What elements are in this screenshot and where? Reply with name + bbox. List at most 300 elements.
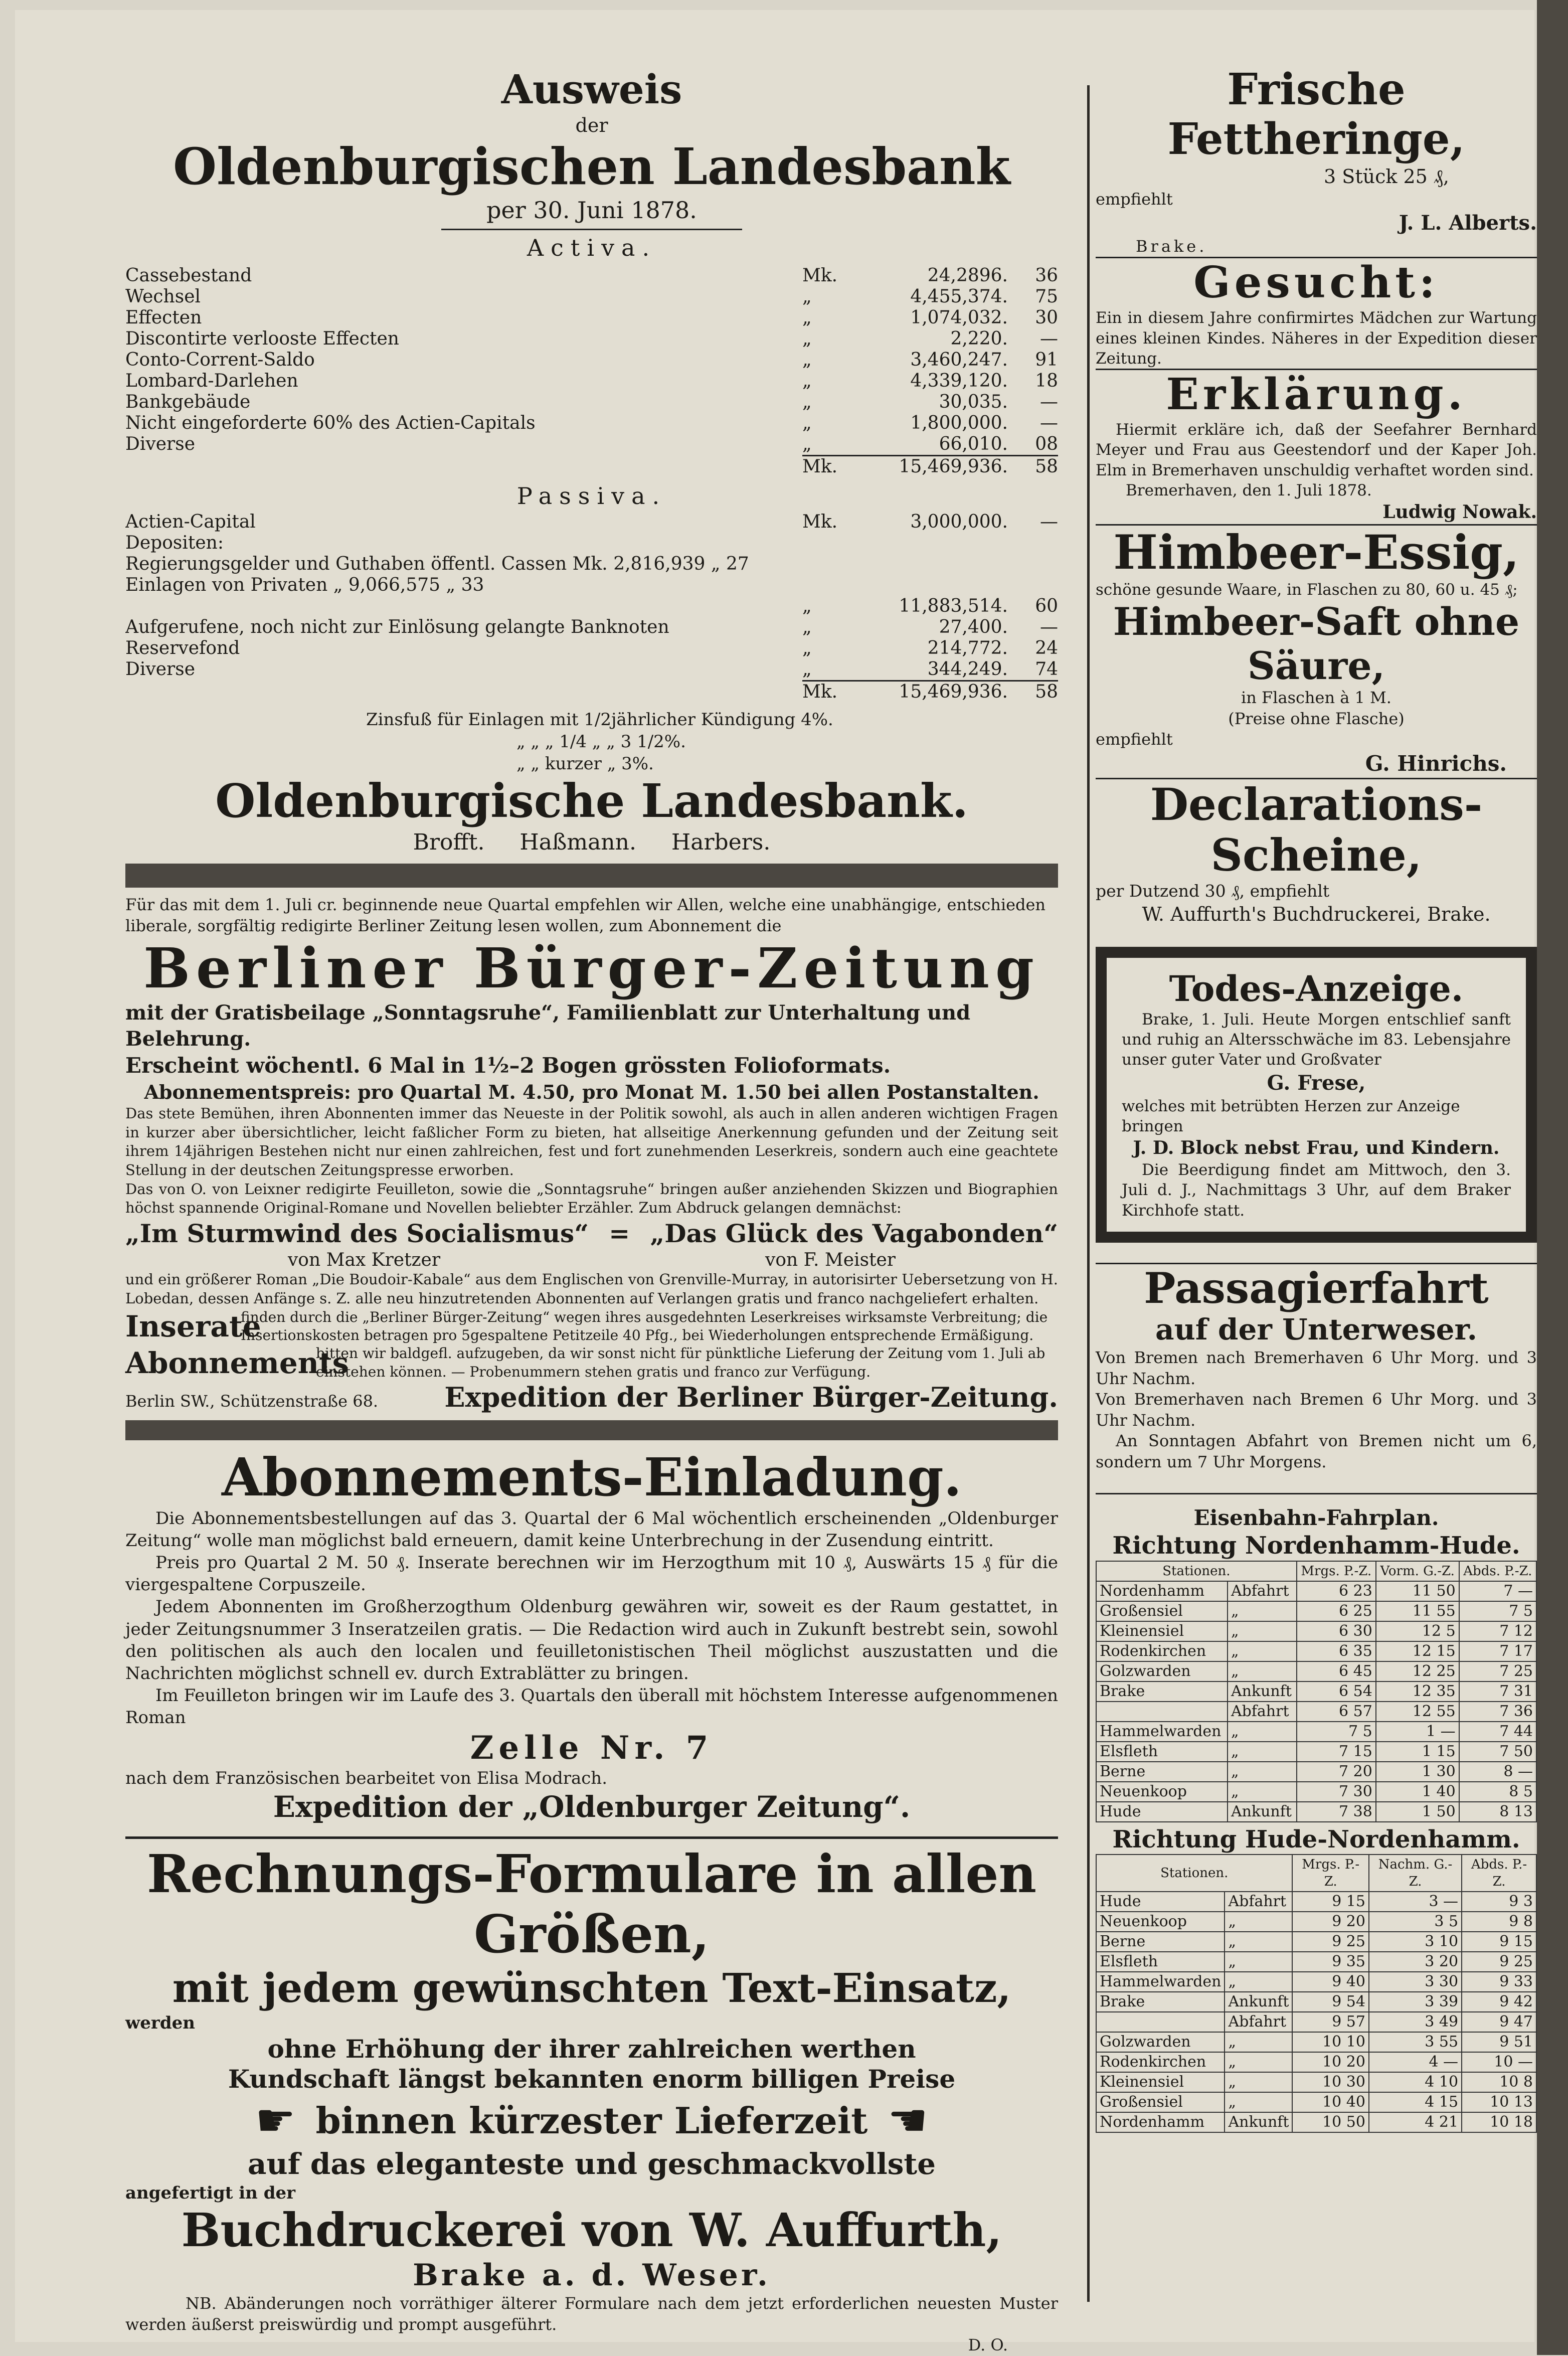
- rechnung-ad: [125, 1844, 1058, 2356]
- ledger-pf: —: [1040, 616, 1058, 637]
- todes-text3: Die Beerdigung findet am Mittwoch, den 3. Juli d. J., Nachmittags 3 Uhr, auf dem Braker Kirchhofe statt.: [1122, 1161, 1511, 1220]
- timetable-cell: 3 55: [1369, 2032, 1462, 2052]
- ledger-cur: „: [802, 637, 812, 658]
- timetable-cell: 8 5: [1459, 1782, 1536, 1802]
- ledger-cur: „: [802, 412, 812, 433]
- pass-title: Passagierfahrt: [1144, 1263, 1489, 1313]
- ledger-pf: 30: [1035, 307, 1058, 328]
- interest-line-3: „ „ kurzer „ 3%.: [516, 754, 654, 774]
- activa-total: Mk. 15,469,936. 58: [802, 455, 1058, 477]
- timetable-cell: 8 —: [1459, 1762, 1536, 1782]
- ledger-pf: 24: [1035, 637, 1058, 658]
- timetable-cell: 6 45: [1297, 1661, 1376, 1681]
- timetable-cell: Abfahrt: [1228, 1702, 1297, 1722]
- inserate-label: Inserate: [125, 1309, 261, 1343]
- inserate-text: finden durch die „Berliner Bürger-Zeitung“ wegen ihres ausgedehnten Leserkreises wirksamste Verbreitung; die Insertionskosten betragen pro 5gespaltene Petitzeile 40 Pfg., bei Wiederholungen entsprechende Ermäßigung.: [241, 1308, 1048, 1343]
- ledger-row: [125, 286, 1058, 307]
- timetable-row: [1096, 1802, 1536, 1822]
- pointing-hand-right-icon: ☛: [255, 2094, 296, 2147]
- erkl-name: Ludwig Nowak.: [1382, 501, 1537, 523]
- th-col2: Vorm. G.-Z.: [1376, 1561, 1459, 1581]
- rechnung-do: D. O.: [968, 2335, 1008, 2355]
- rechnung-werden: werden: [125, 2013, 195, 2034]
- timetable-row: [1096, 1742, 1536, 1762]
- timetable-cell: 3 49: [1369, 2012, 1462, 2032]
- timetable-row: [1096, 1992, 1536, 2012]
- ledger-row: [125, 392, 1058, 413]
- pointing-hand-left-icon: ☛: [888, 2094, 929, 2147]
- pass-l3: An Sonntagen Abfahrt von Bremen nicht um 6, sondern um 7 Uhr Morgens.: [1096, 1431, 1537, 1472]
- ledger-label: Diverse: [125, 433, 196, 454]
- timetable-row: [1096, 2052, 1536, 2072]
- ledger-row: [125, 596, 1058, 617]
- timetable-cell: 10 30: [1292, 2072, 1369, 2092]
- timetable-cell: 7 50: [1459, 1742, 1536, 1762]
- berliner-title: Berliner Bürger-Zeitung: [143, 935, 1040, 1000]
- fett-price: 3 Stück 25 ₰,: [1324, 165, 1449, 188]
- ledger-cur: „: [802, 616, 812, 637]
- timetable-cell: 3 30: [1369, 1972, 1462, 1992]
- timetable-cell: 9 8: [1462, 1912, 1536, 1932]
- timetable-cell: 6 23: [1297, 1581, 1376, 1601]
- ledger-label: Discontirte verlooste Effecten: [125, 328, 399, 349]
- ledger-pf: —: [1040, 511, 1058, 532]
- ledger-cur: [802, 533, 857, 554]
- timetable-2: [1096, 1854, 1537, 2133]
- berliner-intro: Für das mit dem 1. Juli cr. beginnende neue Quartal empfehlen wir Allen, welche eine unabhängige, entschieden liberale, sorgfältig redigirte Berliner Zeitung lesen wollen, zum Abonnement die: [125, 895, 1046, 935]
- divider-band-2: [125, 1420, 1058, 1440]
- timetable-cell: Abfahrt: [1228, 1581, 1297, 1601]
- timetable-cell: Ankunft: [1228, 1681, 1297, 1702]
- timetable-row: [1096, 1722, 1536, 1742]
- bank-signature: Oldenburgische Landesbank.: [215, 774, 968, 828]
- ledger-row: [125, 617, 1058, 638]
- decl-firm: W. Auffurth's Buchdruckerei, Brake.: [1142, 903, 1491, 925]
- timetable-cell: Ankunft: [1225, 1992, 1292, 2012]
- bank-title3: Oldenburgischen Landesbank: [173, 137, 1010, 197]
- berliner-body3: und ein größerer Roman „Die Boudoir-Kabale“ aus dem Englischen von Grenville-Murray, in autorisirter Uebersetzung von H. Lobedan, dessen Anfänge s. Z. alle neu hinzutretenden Abonnenten auf Verlangen gratis und franco nachgeliefert erhalten.: [125, 1271, 1058, 1307]
- ledger-cur: „: [802, 433, 812, 454]
- himb-fl: in Flaschen à 1 M.: [1241, 688, 1391, 708]
- novel-2: „Das Glück des Vagabonden“: [650, 1219, 1058, 1249]
- ledger-pf: 74: [1035, 658, 1058, 680]
- timetable-cell: 10 8: [1462, 2072, 1536, 2092]
- timetable-cell: Berne: [1096, 1762, 1228, 1782]
- timetable-cell: Brake: [1096, 1681, 1228, 1702]
- rechnung-title1: Rechnungs-Formulare in allen Größen,: [146, 1843, 1037, 1965]
- th-stationen: Stationen.: [1096, 1561, 1297, 1581]
- timetable-cell: 7 44: [1459, 1722, 1536, 1742]
- timetable-cell: Großensiel: [1096, 2092, 1225, 2112]
- th-stationen: Stationen.: [1096, 1855, 1292, 1892]
- ledger-pf: [1008, 575, 1058, 596]
- ledger-val: 1,800,000.: [910, 412, 1008, 433]
- pass-l1: Von Bremen nach Bremerhaven 6 Uhr Morg. und 3 Uhr Nachm.: [1096, 1348, 1537, 1388]
- ledger-label: Aufgerufene, noch nicht zur Einlösung gelangte Banknoten: [125, 616, 669, 637]
- ledger-cur: Mk.: [802, 265, 838, 286]
- ledger-val: 214,772.: [927, 637, 1008, 658]
- timetable-cell: 12 25: [1376, 1661, 1459, 1681]
- timetable-cell: 3 10: [1369, 1932, 1462, 1952]
- timetable-row: [1096, 2112, 1536, 2132]
- timetable-cell: 12 35: [1376, 1681, 1459, 1702]
- fett-name: J. L. Alberts.: [1399, 211, 1537, 235]
- ledger-cur: „: [802, 307, 812, 328]
- ledger-row: [125, 413, 1058, 434]
- timetable-cell: 10 10: [1292, 2032, 1369, 2052]
- abo-p1: Die Abonnementsbestellungen auf das 3. Quartal der 6 Mal wöchentlich erscheinenden „Oldenburger Zeitung“ wolle man möglichst bald erneuern, damit keine Unterbrechung in der Zusendung eintritt.: [125, 1508, 1058, 1551]
- timetable-cell: 7 31: [1459, 1681, 1536, 1702]
- ledger-cur: [802, 554, 857, 575]
- timetable-cell: 9 51: [1462, 2032, 1536, 2052]
- ledger-pf: 18: [1035, 370, 1058, 391]
- timetable-cell: 1 30: [1376, 1762, 1459, 1782]
- passiva-heading: Passiva.: [516, 482, 667, 510]
- activa-table: [125, 265, 1058, 455]
- timetable-cell: Rodenkirchen: [1096, 2052, 1225, 2072]
- timetable-cell: Golzwarden: [1096, 2032, 1225, 2052]
- berliner-ad: [125, 895, 1058, 1413]
- timetable-cell: 3 20: [1369, 1952, 1462, 1972]
- passagierfahrt-ad: [1096, 1264, 1537, 1473]
- passiva-table: [125, 512, 1058, 680]
- ledger-val: 1,074,032.: [910, 307, 1008, 328]
- timetable-cell: „: [1225, 1952, 1292, 1972]
- abonnements-ad: [125, 1447, 1058, 1824]
- timetable-cell: 12 55: [1376, 1702, 1459, 1722]
- timetable-cell: 1 15: [1376, 1742, 1459, 1762]
- pass-sub: auf der Unterweser.: [1155, 1312, 1477, 1347]
- ledger-val: 4,455,374.: [910, 286, 1008, 307]
- todes-anzeige: [1096, 947, 1537, 1243]
- abo-novel: Zelle Nr. 7: [470, 1729, 714, 1767]
- novel-1: „Im Sturmwind des Socialismus“: [125, 1219, 589, 1249]
- timetable-cell: 10 18: [1462, 2112, 1536, 2132]
- timetable-cell: Brake: [1096, 1992, 1225, 2012]
- fettheringe-ad: [1096, 65, 1537, 257]
- author-2: von F. Meister: [765, 1250, 896, 1271]
- ledger-val: 344,249.: [927, 658, 1008, 680]
- activa-heading: Activa.: [527, 234, 657, 262]
- timetable-cell: Abfahrt: [1225, 1892, 1292, 1912]
- timetable-cell: 7 38: [1297, 1802, 1376, 1822]
- ledger-pf: —: [1040, 412, 1058, 433]
- ledger-cur: [802, 575, 857, 596]
- bank-title2: der: [575, 114, 608, 136]
- timetable-cell: 1 —: [1376, 1722, 1459, 1742]
- timetable-row: [1096, 1952, 1536, 1972]
- ledger-pf: 08: [1035, 433, 1058, 454]
- timetable-cell: 9 42: [1462, 1992, 1536, 2012]
- timetable-cell: Neuenkoop: [1096, 1912, 1225, 1932]
- fahrplan: [1096, 1504, 1537, 2133]
- timetable-cell: 7 —: [1459, 1581, 1536, 1601]
- right-column: [1096, 65, 1537, 2133]
- himb-saft: Himbeer-Saft ohne Säure,: [1113, 599, 1520, 688]
- ledger-label: Diverse: [125, 658, 196, 680]
- timetable-cell: „: [1228, 1762, 1297, 1782]
- ledger-label: Actien-Capital: [125, 511, 256, 532]
- bank-date: per 30. Juni 1878.: [486, 197, 697, 224]
- timetable-cell: 7 36: [1459, 1702, 1536, 1722]
- passiva-total: Mk. 15,469,936. 58: [802, 680, 1058, 703]
- fett-emp: empfiehlt: [1096, 190, 1173, 209]
- timetable-cell: 10 40: [1292, 2092, 1369, 2112]
- ledger-row: [125, 307, 1058, 328]
- todes-title: Todes-Anzeige.: [1169, 968, 1464, 1010]
- ledger-row: [125, 265, 1058, 286]
- abo-p2: Preis pro Quartal 2 M. 50 ₰. Inserate berechnen wir im Herzogthum mit 10 ₰, Auswärts 15 ₰ für die viergespaltene Corpuszeile.: [125, 1553, 1058, 1595]
- fett-place: Brake.: [1136, 236, 1207, 256]
- ledger-label: Conto-Corrent-Saldo: [125, 349, 315, 370]
- timetable-cell: „: [1225, 1932, 1292, 1952]
- fahrplan-title: Eisenbahn-Fahrplan.: [1193, 1505, 1439, 1530]
- timetable-cell: Kleinensiel: [1096, 1621, 1228, 1641]
- ledger-cur: „: [802, 391, 812, 412]
- timetable-row: [1096, 1972, 1536, 1992]
- timetable-cell: „: [1225, 1912, 1292, 1932]
- timetable-cell: 3 —: [1369, 1892, 1462, 1912]
- ledger-pf: 75: [1035, 286, 1058, 307]
- ledger-row: [125, 533, 1058, 554]
- himb-emp: empfiehlt: [1096, 730, 1173, 749]
- book-spine: [1537, 0, 1568, 2355]
- ledger-row: [125, 575, 1058, 596]
- timetable-row: [1096, 1601, 1536, 1621]
- ledger-cur: Mk.: [802, 511, 838, 532]
- rechnung-line3: auf das eleganteste und geschmackvollste: [247, 2147, 936, 2181]
- decl-title: Declarations-Scheine,: [1150, 778, 1483, 881]
- ledger-row: [125, 638, 1058, 659]
- timetable-cell: Nordenhamm: [1096, 1581, 1228, 1601]
- berliner-preis: Abonnementspreis: pro Quartal M. 4.50, pro Monat M. 1.50 bei allen Postanstalten.: [144, 1080, 1039, 1103]
- timetable-cell: 6 57: [1297, 1702, 1376, 1722]
- timetable-cell: „: [1228, 1601, 1297, 1621]
- ledger-val: [857, 533, 1008, 554]
- ledger-pf: —: [1040, 328, 1058, 349]
- rechnung-title2: mit jedem gewünschten Text-Einsatz,: [172, 1964, 1011, 2012]
- ledger-cur: „: [802, 349, 812, 370]
- ledger-label: Nicht eingeforderte 60% des Actien-Capitals: [125, 412, 536, 433]
- ledger-val: 3,460,247.: [910, 349, 1008, 370]
- timetable-cell: Ankunft: [1225, 2112, 1292, 2132]
- timetable-cell: 9 25: [1292, 1932, 1369, 1952]
- ledger-val: 11,883,514.: [899, 595, 1008, 616]
- timetable-cell: 3 5: [1369, 1912, 1462, 1932]
- ledger-cur: „: [802, 658, 812, 680]
- timetable-cell: Golzwarden: [1096, 1661, 1228, 1681]
- timetable-cell: Nordenhamm: [1096, 2112, 1225, 2132]
- berliner-erscheint: Erscheint wöchentl. 6 Mal in 1½–2 Bogen grössten Folioformats.: [125, 1053, 891, 1078]
- berliner-beilage: mit der Gratisbeilage „Sonntagsruhe“, Familienblatt zur Unterhaltung und Belehrung.: [125, 1001, 971, 1051]
- interest-rates: [366, 709, 1058, 775]
- timetable-cell: 7 20: [1297, 1762, 1376, 1782]
- himb-ohne: (Preise ohne Flasche): [1228, 709, 1405, 728]
- todes-sig: J. D. Block nebst Frau, und Kindern.: [1133, 1137, 1500, 1159]
- timetable-cell: 7 15: [1297, 1742, 1376, 1762]
- timetable-cell: 1 40: [1376, 1782, 1459, 1802]
- erkl-date: Bremerhaven, den 1. Juli 1878.: [1126, 481, 1372, 499]
- ledger-cur: „: [802, 595, 812, 616]
- berliner-authors: [125, 1250, 1058, 1270]
- ledger-val: 27,400.: [939, 616, 1008, 637]
- timetable-row: [1096, 1782, 1536, 1802]
- timetable-cell: 7 5: [1459, 1601, 1536, 1621]
- timetable-row: [1096, 1762, 1536, 1782]
- timetable-cell: 6 54: [1297, 1681, 1376, 1702]
- novel-eq: =: [609, 1219, 630, 1249]
- abon-text: bitten wir baldgefl. aufzugeben, da wir sonst nicht für pünktliche Lieferung der Zeitung vom 1. Juli ab einstehen können. — Probenummern stehen gratis und franco zur Verfügung.: [316, 1345, 1046, 1380]
- ledger-pf: 36: [1035, 265, 1058, 286]
- ledger-row: [125, 350, 1058, 371]
- ledger-val: 30,035.: [939, 391, 1008, 412]
- timetable-cell: 12 15: [1376, 1641, 1459, 1661]
- timetable-cell: Elsfleth: [1096, 1742, 1228, 1762]
- timetable-cell: 6 25: [1297, 1601, 1376, 1621]
- abon-label: Abonnements: [125, 1345, 349, 1380]
- left-column: [125, 65, 1058, 2356]
- timetable-cell: „: [1228, 1661, 1297, 1681]
- timetable-cell: 10 20: [1292, 2052, 1369, 2072]
- timetable-cell: Hammelwarden: [1096, 1722, 1228, 1742]
- timetable-cell: 3 39: [1369, 1992, 1462, 2012]
- ledger-row: [125, 659, 1058, 680]
- rule: [125, 1836, 1058, 1839]
- timetable-row: [1096, 2032, 1536, 2052]
- timetable-row: [1096, 1661, 1536, 1681]
- timetable-cell: Hude: [1096, 1802, 1228, 1822]
- timetable-cell: 9 47: [1462, 2012, 1536, 2032]
- ledger-val: [857, 554, 1008, 575]
- fett-title: Frische Fettheringe,: [1167, 64, 1465, 164]
- ledger-cur: „: [802, 328, 812, 349]
- timetable-cell: 1 50: [1376, 1802, 1459, 1822]
- ledger-val: 4,339,120.: [910, 370, 1008, 391]
- ledger-val: 66,010.: [939, 433, 1008, 454]
- timetable-row: [1096, 1702, 1536, 1722]
- gesucht-ad: [1096, 258, 1537, 369]
- ledger-cur: „: [802, 286, 812, 307]
- timetable-cell: Berne: [1096, 1932, 1225, 1952]
- th-col3: Abds. P.-Z.: [1462, 1855, 1536, 1892]
- ledger-row: [125, 512, 1058, 533]
- ledger-label: Depositen:: [125, 532, 224, 553]
- timetable-cell: 8 13: [1459, 1802, 1536, 1822]
- timetable-cell: 9 54: [1292, 1992, 1369, 2012]
- author-1: von Max Kretzer: [287, 1250, 441, 1271]
- himbeer-ad: [1096, 526, 1537, 778]
- berliner-signature: Expedition der Berliner Bürger-Zeitung.: [444, 1381, 1058, 1414]
- bank-statement: [125, 65, 1058, 263]
- timetable-cell: [1096, 1702, 1228, 1722]
- timetable-cell: 9 25: [1462, 1952, 1536, 1972]
- berliner-body2: Das von O. von Leixner redigirte Feuilleton, sowie die „Sonntagsruhe“ bringen außer anziehenden Skizzen und Biographien höchst spannende Original-Romane und Novellen beliebter Erzähler. Zum Abdruck gelangen demnächst:: [125, 1180, 1058, 1217]
- rule: [1096, 1493, 1537, 1494]
- ledger-val: 24,2896.: [927, 265, 1008, 286]
- timetable-cell: 9 40: [1292, 1972, 1369, 1992]
- rechnung-line1: ohne Erhöhung der ihrer zahlreichen werthen Kundschaft längst bekannten enorm billigen Preise: [228, 2034, 956, 2094]
- erkl-text: Hiermit erkläre ich, daß der Seefahrer Bernhard Meyer und Frau aus Geestendorf und der Kaper Joh. Elm in Bremerhaven unschuldig verhaftet worden sind.: [1096, 421, 1537, 479]
- rechnung-lieferzeit: [125, 2094, 1058, 2147]
- himb-name: G. Hinrichs.: [1365, 751, 1507, 776]
- timetable-cell: „: [1228, 1782, 1297, 1802]
- timetable-cell: 4 —: [1369, 2052, 1462, 2072]
- timetable-row: [1096, 1932, 1536, 1952]
- himb-text: schöne gesunde Waare, in Flaschen zu 80, 60 u. 45 ₰;: [1096, 581, 1518, 599]
- th-col1: Mrgs. P.-Z.: [1292, 1855, 1369, 1892]
- timetable-row: [1096, 2012, 1536, 2032]
- timetable-cell: Ankunft: [1228, 1802, 1297, 1822]
- timetable-row: [1096, 1641, 1536, 1661]
- ledger-row: [125, 328, 1058, 350]
- interest-line-2: „ „ „ 1/4 „ „ 3 1/2%.: [516, 731, 686, 752]
- bank-title1: Ausweis: [501, 66, 682, 113]
- timetable-cell: [1096, 2012, 1225, 2032]
- timetable-cell: „: [1225, 2072, 1292, 2092]
- timetable-cell: 9 15: [1292, 1892, 1369, 1912]
- erklaerung-ad: [1096, 370, 1537, 524]
- declarations-ad: [1096, 779, 1537, 927]
- ledger-row: [125, 434, 1058, 455]
- bank-directors: Brofft. Haßmann. Harbers.: [413, 829, 771, 856]
- himb-title: Himbeer-Essig,: [1113, 525, 1519, 581]
- abo-p3: Jedem Abonnenten im Großherzogthum Oldenburg gewähren wir, soweit es der Raum gestattet, in jeder Zeitungsnummer 3 Inseratzeilen gratis. — Die Redaction wird auch in Zukunft bestrebt sein, sowohl den politischen als auch den localen und feuilletonistischen Theil möglichst auszustatten und die Nachrichten möglichst schnell ev. durch Extrablätter zu bringen.: [125, 1597, 1058, 1684]
- rechnung-line2: binnen kürzester Lieferzeit: [315, 2099, 868, 2142]
- todes-text2: welches mit betrübten Herzen zur Anzeige bringen: [1122, 1097, 1460, 1135]
- ledger-label: Cassebestand: [125, 265, 252, 286]
- timetable-cell: Neuenkoop: [1096, 1782, 1228, 1802]
- gesucht-title: Gesucht:: [1193, 257, 1439, 308]
- rechnung-place: Brake a. d. Weser.: [413, 2258, 771, 2293]
- ledger-pf: 91: [1035, 349, 1058, 370]
- gesucht-text: Ein in diesem Jahre confirmirtes Mädchen zur Wartung eines kleinen Kindes. Näheres in der Expedition dieser Zeitung.: [1096, 309, 1537, 368]
- timetable-cell: „: [1228, 1641, 1297, 1661]
- interest-line-1: Zinsfuß für Einlagen mit 1/2jährlicher Kündigung 4%.: [366, 709, 833, 730]
- ledger-pf: [1008, 554, 1058, 575]
- abo-signature: Expedition der „Oldenburger Zeitung“.: [273, 1789, 911, 1824]
- column-rule: [1087, 85, 1090, 2302]
- timetable-cell: Elsfleth: [1096, 1952, 1225, 1972]
- berliner-novels: [125, 1218, 1058, 1250]
- th-col3: Abds. P.-Z.: [1459, 1561, 1536, 1581]
- timetable-cell: 7 30: [1297, 1782, 1376, 1802]
- dir1-title: Richtung Nordenhamm-Hude.: [1112, 1532, 1520, 1560]
- timetable-row: [1096, 1621, 1536, 1641]
- timetable-cell: 6 30: [1297, 1621, 1376, 1641]
- timetable-cell: 11 50: [1376, 1581, 1459, 1601]
- timetable-cell: 7 12: [1459, 1621, 1536, 1641]
- timetable-cell: 12 5: [1376, 1621, 1459, 1641]
- ledger-label: Regierungsgelder und Guthaben öffentl. Cassen Mk. 2,816,939 „ 27: [125, 553, 749, 574]
- timetable-cell: 4 15: [1369, 2092, 1462, 2112]
- ledger-label: Effecten: [125, 307, 202, 328]
- abo-title: Abonnements-Einladung.: [222, 1446, 962, 1508]
- dir2-title: Richtung Hude-Nordenhamm.: [1112, 1825, 1520, 1854]
- decl-text: per Dutzend 30 ₰, empfiehlt: [1096, 881, 1330, 901]
- timetable-cell: Rodenkirchen: [1096, 1641, 1228, 1661]
- timetable-cell: Kleinensiel: [1096, 2072, 1225, 2092]
- rechnung-nb: NB. Abänderungen noch vorräthiger älterer Formulare nach dem jetzt erforderlichen neuesten Muster werden äußerst preiswürdig und prompt ausgeführt.: [125, 2294, 1058, 2334]
- todes-text: Brake, 1. Juli. Heute Morgen entschlief sanft und ruhig an Altersschwäche im 83. Lebensjahre unser guter Vater und Großvater: [1122, 1010, 1511, 1069]
- timetable-cell: 4 10: [1369, 2072, 1462, 2092]
- berliner-address: Berlin SW., Schützenstraße 68.: [125, 1392, 379, 1411]
- timetable-cell: „: [1228, 1621, 1297, 1641]
- todes-name: G. Frese,: [1267, 1071, 1366, 1095]
- timetable-1: [1096, 1561, 1537, 1822]
- timetable-row: [1096, 2072, 1536, 2092]
- berliner-footer: [125, 1381, 1058, 1413]
- rechnung-angefertigt: angefertigt in der: [125, 2183, 296, 2204]
